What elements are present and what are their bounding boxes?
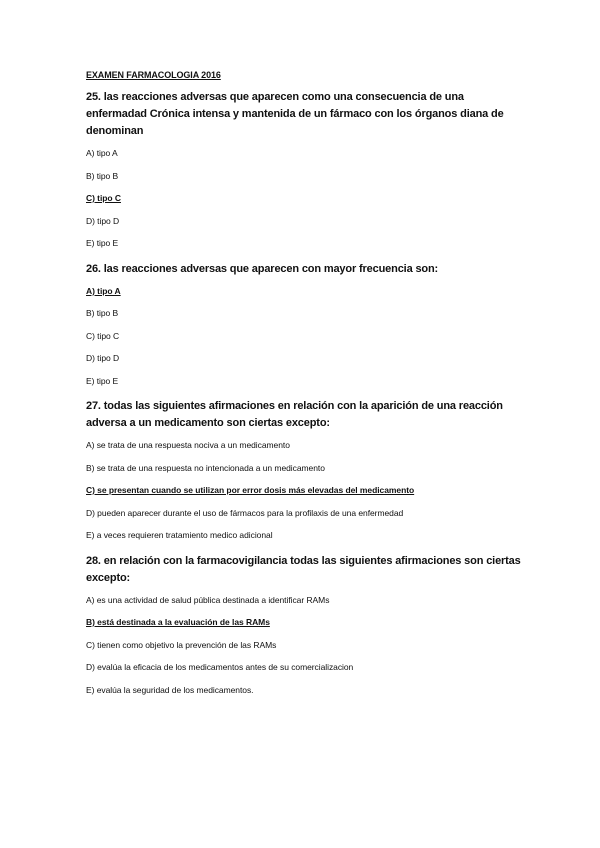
question-text: 25. las reacciones adversas que aparecen como una consecuencia de una enfermadad Crónica intensa y mantenida de un fármaco con los órganos diana de denominan	[86, 91, 504, 137]
option-b-correct: B) está destinada a la evaluación de las RAMs	[86, 617, 270, 627]
question-25	[86, 89, 526, 249]
option-d: D) evalúa la eficacia de los medicamentos antes de su comercializacion	[86, 662, 354, 672]
option-c-correct: C) tipo C	[86, 193, 121, 203]
question-text: 27. todas las siguientes afirmaciones en relación con la aparición de una reacción adversa a un medicamento son ciertas excepto:	[86, 400, 503, 429]
option-e: E) tipo E	[86, 238, 119, 248]
option-c: C) tipo C	[86, 330, 120, 341]
option-b: B) se trata de una respuesta no intencionada a un medicamento	[86, 462, 325, 473]
question-text: 26. las reacciones adversas que aparecen con mayor frecuencia son:	[86, 262, 439, 275]
exam-page	[86, 70, 526, 707]
option-a: A) tipo A	[86, 148, 118, 158]
question-27	[86, 398, 526, 541]
option-d: D) tipo D	[86, 353, 120, 363]
option-e: E) evalúa la seguridad de los medicamentos.	[86, 684, 254, 695]
option-e: E) tipo E	[86, 375, 119, 386]
option-c-correct: C) se presentan cuando se utilizan por error dosis más elevadas del medicamento	[86, 485, 415, 495]
exam-title: EXAMEN FARMACOLOGIA 2016	[86, 70, 221, 80]
question-26	[86, 261, 526, 387]
option-c: C) tienen como objetivo la prevención de las RAMs	[86, 639, 277, 650]
question-text: 28. en relación con la farmacovigilancia todas las siguientes afirmaciones son ciertas excepto:	[86, 554, 521, 584]
question-28	[86, 553, 526, 696]
option-a-correct: A) tipo A	[86, 285, 121, 296]
option-b: B) tipo B	[86, 308, 119, 318]
option-d: D) pueden aparecer durante el uso de fármacos para la profilaxis de una enfermedad	[86, 507, 404, 518]
option-a: A) se trata de una respuesta nociva a un medicamento	[86, 440, 290, 450]
option-e: E) a veces requieren tratamiento medico adicional	[86, 530, 273, 540]
option-b: B) tipo B	[86, 170, 119, 181]
option-a: A) es una actividad de salud pública destinada a identificar RAMs	[86, 594, 330, 605]
option-d: D) tipo D	[86, 215, 120, 226]
